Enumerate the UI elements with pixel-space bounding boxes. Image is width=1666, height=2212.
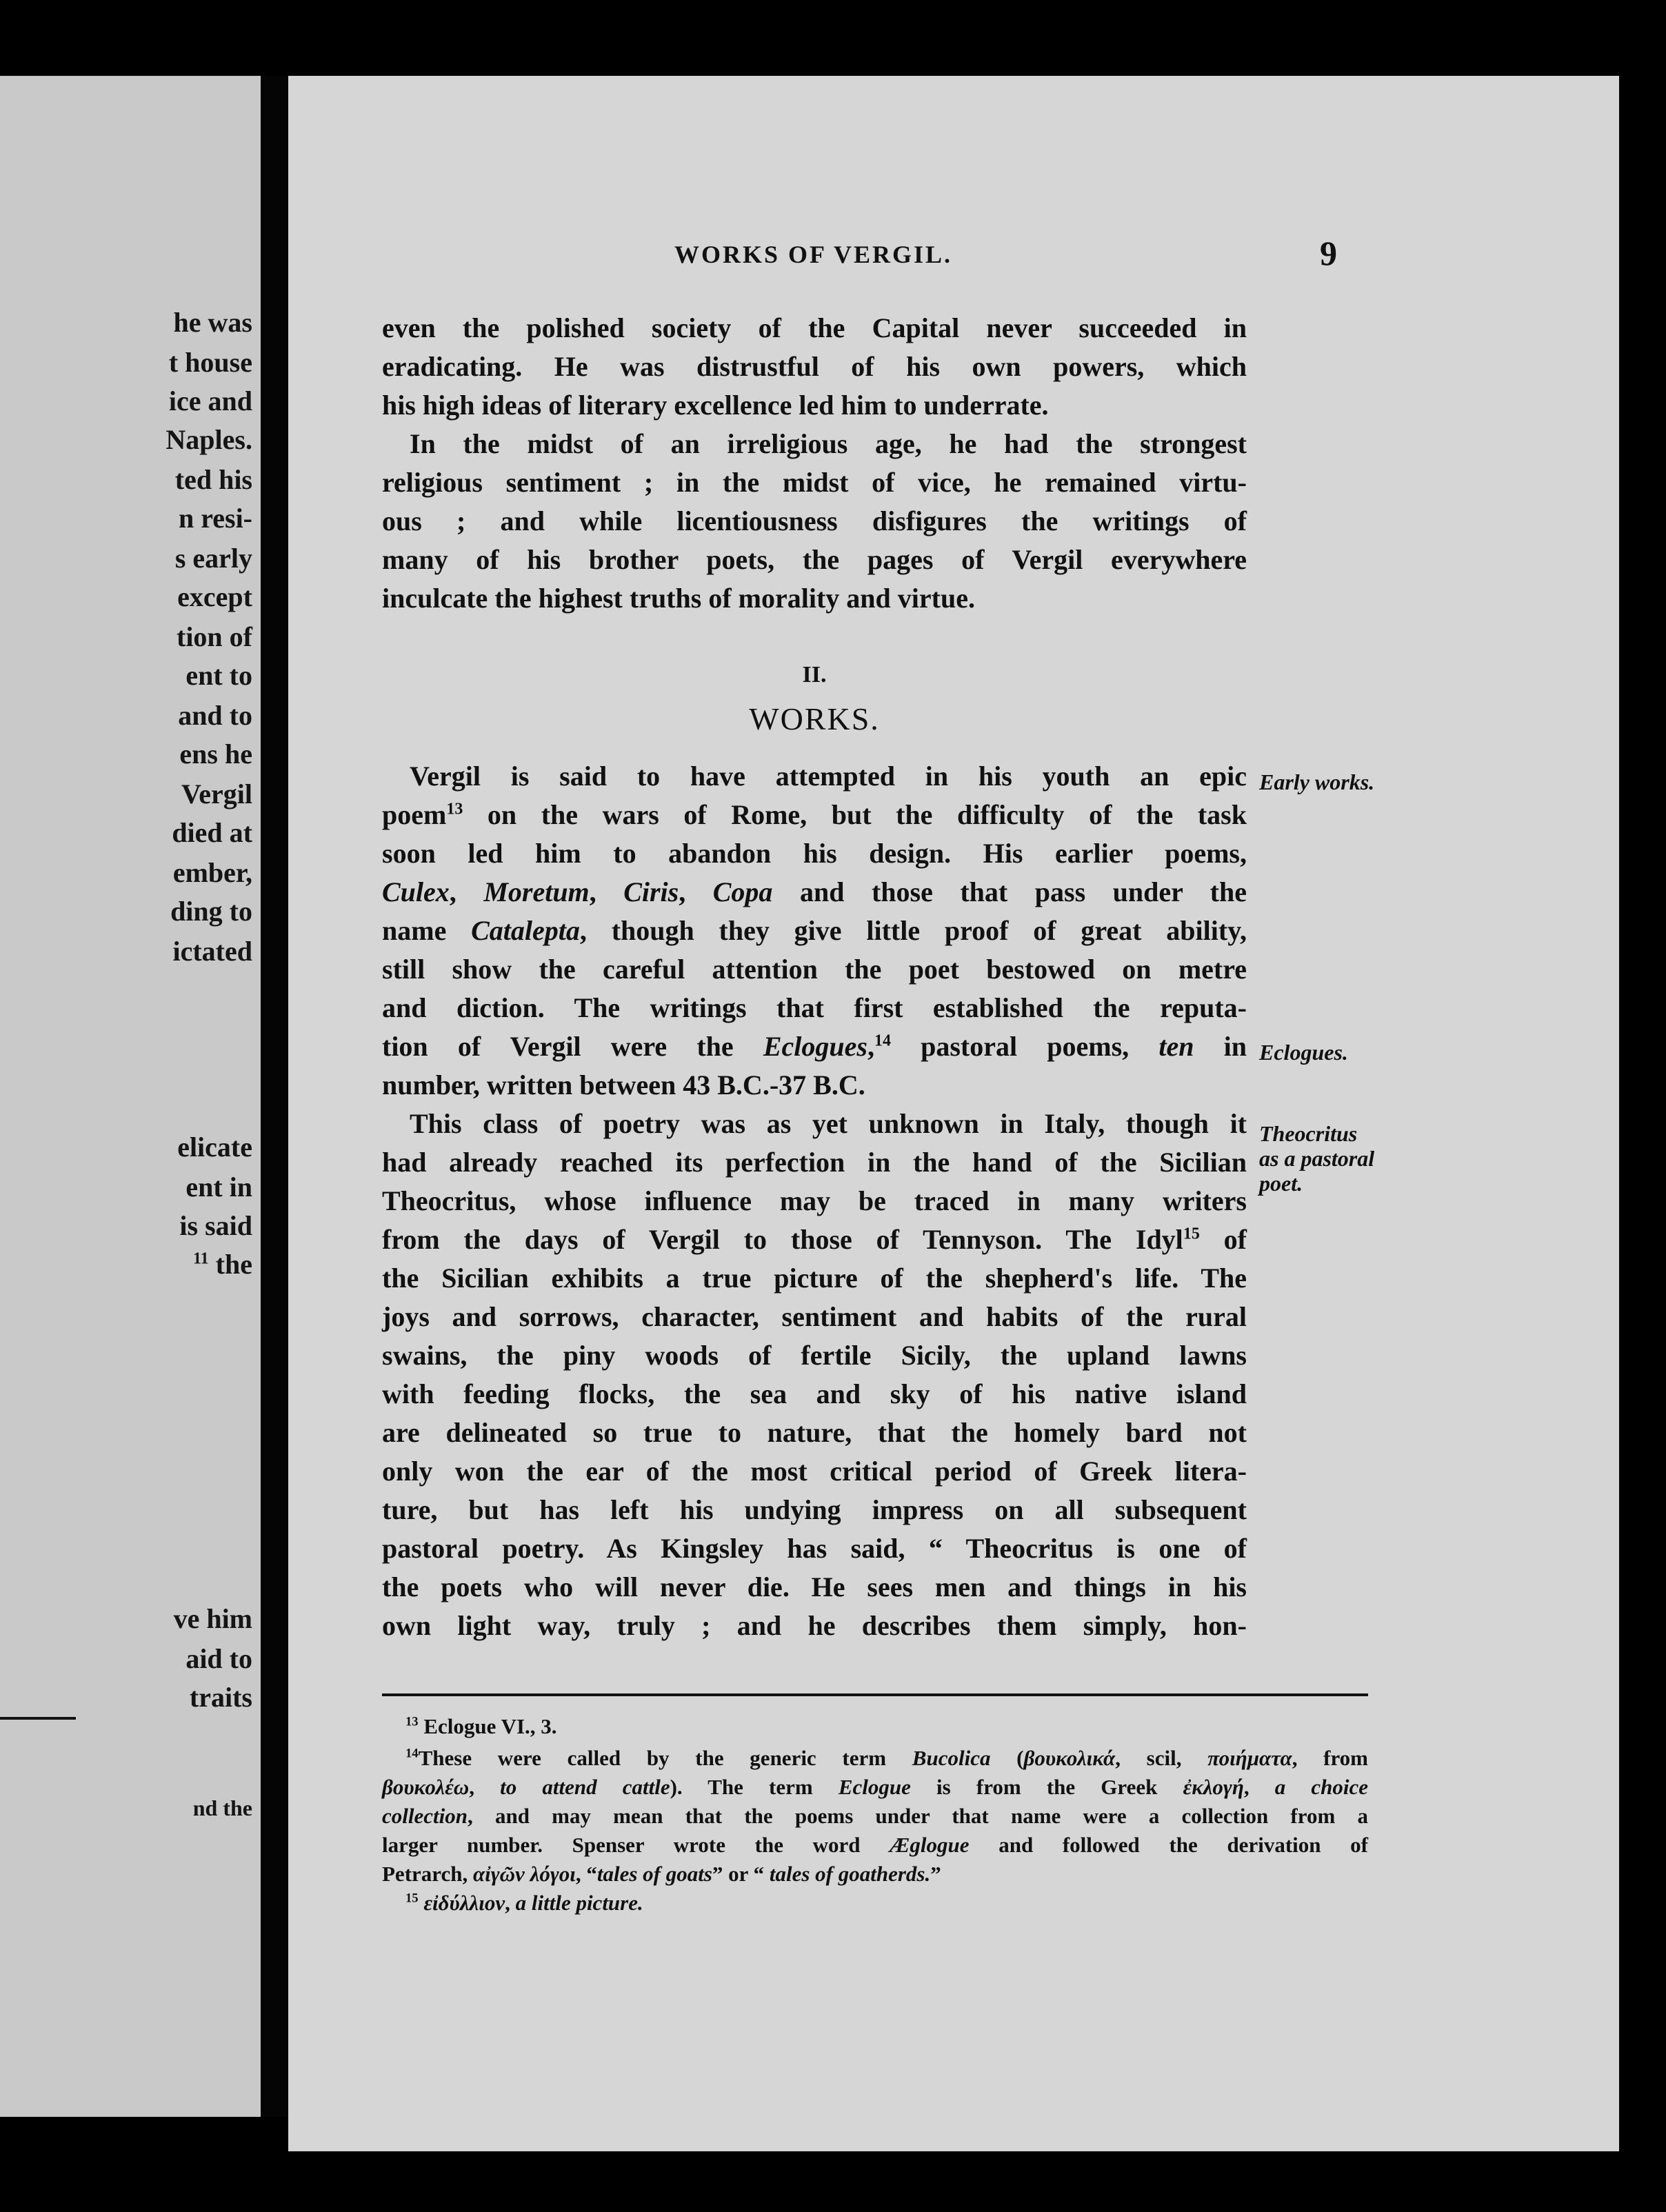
text-run: , though they give little proof of great ability,: [579, 915, 1247, 946]
text-run: pastoral poems,: [890, 1031, 1159, 1062]
text-run: (: [990, 1746, 1024, 1770]
body-line: own light way, truly ; and he describes them simply, hon-: [382, 1610, 1247, 1641]
facing-page-text: aid to: [185, 1643, 252, 1674]
facing-page-text: ice and: [168, 385, 252, 416]
text-run: is from the Greek: [910, 1775, 1183, 1799]
text-run: ,: [1243, 1775, 1275, 1799]
facing-page-text: is said: [179, 1210, 252, 1241]
footnote-ref: 15: [1183, 1225, 1200, 1243]
text-run: a little picture.: [515, 1891, 643, 1915]
text-run: tales of goatherds.: [769, 1862, 931, 1886]
body-line: inculcate the highest truths of morality and virtue.: [382, 583, 975, 614]
text-run: to attend cattle: [500, 1775, 670, 1799]
text-run: , from: [1292, 1746, 1368, 1770]
facing-page-text: ent to: [185, 660, 252, 691]
footnote-line: [382, 1805, 1368, 1827]
body-line: Theocritus, whose influence may be traced in many writers: [382, 1185, 1247, 1216]
text-run: Petrarch,: [382, 1862, 473, 1886]
text-run: from the days of Vergil to those of Tennyson. The Idyl: [382, 1224, 1183, 1255]
text-run: , “: [575, 1862, 597, 1886]
footnote-number: 15: [405, 1891, 419, 1906]
body-line: the poets who will never die. He sees men and things in his: [382, 1571, 1247, 1602]
body-line: even the polished society of the Capital never succeeded in: [382, 312, 1247, 343]
facing-page: [0, 76, 261, 2117]
body-line: had already reached its perfection in the hand of the Sicilian: [382, 1147, 1247, 1178]
text-run: , scil,: [1115, 1746, 1208, 1770]
footnote-ref: 13: [446, 800, 463, 818]
facing-page-text: elicate: [177, 1132, 252, 1163]
body-line: with feeding flocks, the sea and sky of his native island: [382, 1378, 1247, 1409]
body-line: [382, 801, 1247, 829]
body-line: the Sicilian exhibits a true picture of the shepherd's life. The: [382, 1263, 1247, 1294]
text-run: a choice: [1274, 1775, 1369, 1799]
title-catalepta: Catalepta: [471, 915, 580, 946]
text-run: ,: [449, 876, 484, 907]
body-line: soon led him to abandon his design. His earlier poems,: [382, 838, 1247, 869]
page-number: 9: [1320, 234, 1337, 272]
body-line: joys and sorrows, character, sentiment and habits of the rural: [382, 1301, 1247, 1332]
text-run: ,: [589, 876, 624, 907]
text-run: ). The term: [670, 1775, 839, 1799]
facing-page-text: tion of: [177, 621, 252, 652]
text-run: Bucolica: [912, 1746, 991, 1770]
greek-text: βουκολικά: [1023, 1746, 1116, 1770]
facing-page-text: nd the: [192, 1796, 252, 1820]
text-run: tion of Vergil were the: [382, 1031, 763, 1062]
body-line: and diction. The writings that first established the reputa-: [382, 992, 1247, 1023]
text-run: on the wars of Rome, but the difficulty of the task: [463, 799, 1247, 830]
title-culex: Culex: [382, 876, 450, 907]
section-number: II.: [802, 662, 827, 687]
title-ciris: Ciris: [623, 876, 679, 907]
facing-page-text: [193, 1251, 252, 1278]
body-line: ous ; and while licentiousness disfigures the writings of: [382, 505, 1247, 536]
text-run: ,: [469, 1775, 501, 1799]
footnote-rule: [382, 1693, 1368, 1696]
body-line: This class of poetry was as yet unknown in Italy, though it: [410, 1108, 1247, 1139]
footnote-line: [382, 1834, 1368, 1856]
facing-page-text: Naples.: [165, 424, 252, 455]
footnote-14: [405, 1747, 1368, 1769]
body-line: [382, 878, 1247, 906]
body-line: religious sentiment ; in the midst of vice, he remained virtu-: [382, 467, 1247, 498]
facing-page-text: except: [177, 581, 252, 612]
facing-page-text: ens he: [179, 738, 252, 770]
facing-footnote-rule: [0, 1717, 76, 1720]
facing-page-text: and to: [178, 700, 252, 731]
text-run: ”: [930, 1862, 941, 1886]
body-line: ture, but has left his undying impress on all subsequent: [382, 1494, 1247, 1525]
body-line: are delineated so true to nature, that the homely bard not: [382, 1417, 1247, 1448]
text-run: name: [382, 915, 472, 946]
margin-note-theocritus: poet.: [1259, 1171, 1303, 1196]
greek-text: ποιήματα: [1207, 1746, 1292, 1770]
body-line: number, written between 43 B.C.-37 B.C.: [382, 1069, 865, 1100]
book-page: [288, 76, 1619, 2151]
facing-page-text: Vergil: [181, 778, 252, 810]
body-line: pastoral poetry. As Kingsley has said, “ Theocritus is one of: [382, 1533, 1247, 1564]
body-line: Vergil is said to have attempted in his youth an epic: [410, 761, 1247, 792]
greek-text: αἰγῶν λόγοι: [472, 1862, 576, 1886]
text-run: and followed the derivation of: [969, 1833, 1368, 1857]
footnote-15: [405, 1892, 1368, 1913]
facing-page-text: n resi-: [178, 503, 252, 534]
emphasis-ten: ten: [1158, 1031, 1194, 1062]
facing-page-text: traits: [189, 1682, 252, 1713]
margin-note-eclogues: Eclogues.: [1259, 1040, 1348, 1065]
body-line: In the midst of an irreligious age, he had the strongest: [410, 428, 1247, 459]
body-line: only won the ear of the most critical period of Greek litera-: [382, 1456, 1247, 1487]
text-run: poem: [382, 799, 447, 830]
facing-page-text: ve him: [173, 1603, 252, 1634]
footnote-ref: 14: [874, 1032, 891, 1050]
margin-note-theocritus: as a pastoral: [1259, 1146, 1375, 1171]
footnote-13: [405, 1716, 1368, 1737]
footnote-number: 14: [405, 1746, 419, 1761]
text-run: of: [1199, 1224, 1247, 1255]
section-title: WORKS.: [749, 701, 880, 736]
facing-footnote-ref: 11: [192, 1249, 209, 1268]
facing-page-text: ding to: [170, 896, 252, 927]
text-run: and those that pass under the: [772, 876, 1247, 907]
text-run: larger number. Spenser wrote the word: [382, 1833, 890, 1857]
greek-text: βουκολέω: [382, 1775, 470, 1799]
text-run: , and may mean that the poems under that name were a collection from a: [467, 1804, 1368, 1828]
body-line: many of his brother poets, the pages of Vergil everywhere: [382, 544, 1247, 575]
facing-page-text: he was: [173, 307, 252, 338]
text-run: ” or “: [712, 1862, 770, 1886]
body-line: eradicating. He was distrustful of his own powers, which: [382, 351, 1247, 382]
body-line: [382, 1033, 1247, 1060]
facing-page-text: ent in: [185, 1172, 252, 1203]
facing-page-text: ember,: [172, 857, 252, 888]
text-run: ,: [867, 1031, 874, 1062]
text-run: in: [1194, 1031, 1247, 1062]
text-run: These were called by the generic term: [418, 1746, 912, 1770]
facing-page-text: ictated: [172, 936, 252, 967]
footnote-number: 13: [405, 1714, 419, 1729]
title-moretum: Moretum: [483, 876, 590, 907]
body-line: [382, 917, 1247, 945]
greek-text: ἐκλογή: [1183, 1775, 1244, 1799]
title-eclogues: Eclogues: [763, 1031, 867, 1062]
text-run: Eclogue: [838, 1775, 911, 1799]
text-run: ,: [505, 1891, 516, 1915]
body-line: [382, 1226, 1247, 1254]
title-copa: Copa: [712, 876, 773, 907]
book-gutter: [261, 76, 288, 2117]
running-head: WORKS OF VERGIL.: [674, 241, 953, 268]
facing-page-word: the: [215, 1249, 252, 1280]
text-run: Eclogue VI., 3.: [418, 1714, 557, 1738]
text-run: Æglogue: [890, 1833, 970, 1857]
text-run: collection: [382, 1804, 468, 1828]
facing-page-text: t house: [168, 347, 252, 378]
text-run: tales of goats: [596, 1862, 712, 1886]
footnote-line: [382, 1863, 1368, 1884]
footnote-line: [382, 1776, 1368, 1798]
greek-text: εἰδύλλιον: [423, 1891, 505, 1915]
text-run: ,: [679, 876, 713, 907]
body-line: swains, the piny woods of fertile Sicily, the upland lawns: [382, 1340, 1247, 1371]
facing-page-text: died at: [172, 817, 252, 848]
facing-page-text: s early: [174, 543, 252, 574]
facing-page-text: ted his: [174, 464, 252, 495]
margin-note-theocritus: Theocritus: [1259, 1121, 1358, 1146]
body-line: still show the careful attention the poet bestowed on metre: [382, 954, 1247, 985]
margin-note-early-works: Early works.: [1259, 770, 1375, 794]
body-line: his high ideas of literary excellence led him to underrate.: [382, 390, 1049, 421]
